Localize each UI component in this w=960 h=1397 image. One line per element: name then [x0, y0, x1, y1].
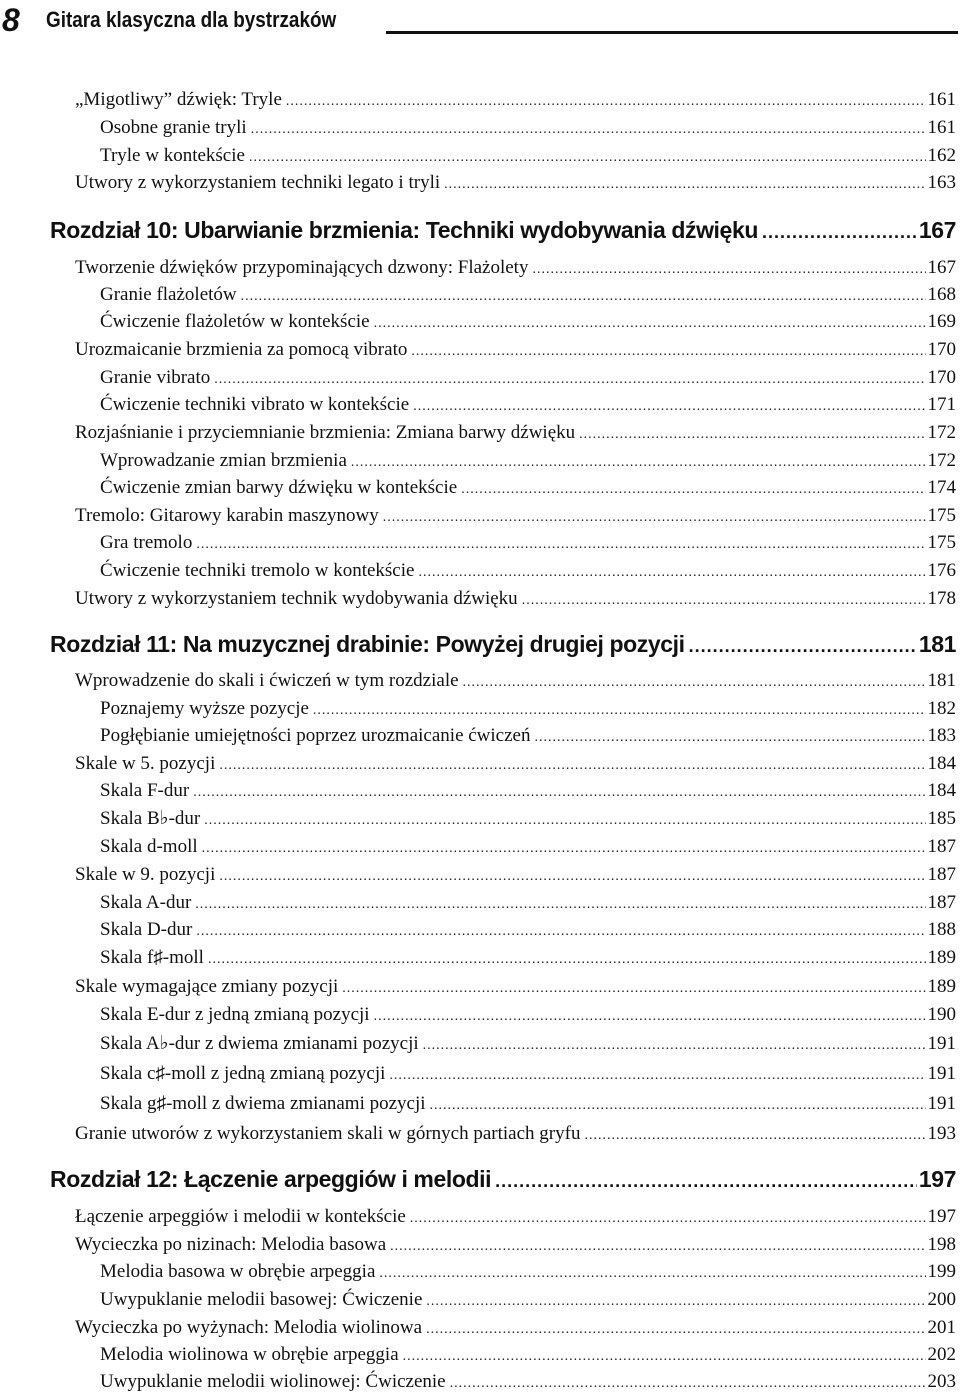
toc-entry-label: Tryle w kontekście	[100, 143, 249, 169]
toc-entry-label: Osobne granie tryli	[100, 115, 251, 141]
toc-entry[interactable]	[100, 917, 956, 943]
toc-entry-page: 202	[926, 1342, 957, 1368]
toc-entry-page: 175	[926, 503, 957, 529]
toc-entry-label: Skala g♯-moll z dwiema zmianami pozycji	[100, 1091, 430, 1117]
dot-leader	[219, 753, 925, 779]
toc-entry[interactable]	[75, 1232, 956, 1258]
toc-entry-page: 161	[926, 87, 957, 113]
toc-entry-page: 178	[926, 586, 957, 612]
toc-entry-page: 189	[926, 945, 957, 971]
dot-leader	[374, 311, 926, 337]
toc-entry-label: Ćwiczenie flażoletów w kontekście	[100, 309, 374, 335]
toc-entry-label: Skale wymagające zmiany pozycji	[75, 974, 342, 1000]
dot-leader	[418, 560, 925, 586]
toc-entry-label: Skala F-dur	[100, 778, 193, 804]
dot-leader	[579, 422, 925, 448]
toc-entry-label: Rozjaśnianie i przyciemnianie brzmienia: Zmiana barwy dźwięku	[75, 420, 579, 446]
dot-leader	[204, 808, 925, 834]
toc-chapter-page: 181	[918, 631, 956, 657]
dot-leader	[430, 1093, 926, 1119]
toc-entry-label: Skala A-dur	[100, 890, 195, 916]
toc-entry-page: 176	[926, 558, 957, 584]
toc-entry[interactable]	[75, 503, 956, 529]
toc-chapter-label: Rozdział 11: Na muzycznej drabinie: Powyżej drugiej pozycji	[50, 629, 689, 659]
dot-leader	[195, 892, 925, 918]
toc-entry[interactable]	[100, 1031, 956, 1057]
toc-entry[interactable]	[100, 475, 956, 501]
toc-entry-page: 172	[926, 420, 957, 446]
dot-leader	[689, 631, 917, 661]
dot-leader	[426, 1317, 925, 1343]
toc-entry[interactable]	[75, 337, 956, 363]
toc-entry-page: 170	[926, 365, 957, 391]
toc-entry-page: 184	[926, 751, 957, 777]
toc-entry-label: Skale w 9. pozycji	[75, 862, 219, 888]
toc-entry[interactable]	[75, 1204, 956, 1230]
toc-entry-label: Ćwiczenie techniki vibrato w kontekście	[100, 392, 413, 418]
toc-entry-page: 187	[926, 890, 957, 916]
dot-leader	[313, 698, 926, 724]
toc-entry-page: 163	[926, 170, 957, 196]
toc-entry-page: 168	[926, 282, 957, 308]
toc-entry-label: Gra tremolo	[100, 530, 196, 556]
toc-entry[interactable]	[75, 420, 956, 446]
toc-entry-page: 188	[926, 917, 957, 943]
toc-entry-label: Melodia wiolinowa w obrębie arpeggia	[100, 1342, 403, 1368]
toc-entry[interactable]	[100, 723, 956, 749]
toc-entry-page: 175	[926, 530, 957, 556]
toc-entry-label: Wycieczka po wyżynach: Melodia wiolinowa	[75, 1315, 426, 1341]
toc-entry-page: 203	[926, 1369, 957, 1395]
toc-entry[interactable]	[100, 143, 956, 169]
dot-leader	[444, 172, 925, 198]
toc-entry-label: Wprowadzanie zmian brzmienia	[100, 448, 351, 474]
dot-leader	[249, 145, 926, 171]
toc-entry-label: Skala B♭-dur	[100, 806, 204, 832]
dot-leader	[463, 670, 926, 696]
toc-entry-page: 193	[926, 1121, 957, 1147]
toc-entry-label: Utwory z wykorzystaniem techniki legato i tryli	[75, 170, 444, 196]
dot-leader	[390, 1234, 925, 1260]
toc-entry[interactable]	[75, 87, 956, 113]
dot-leader	[403, 1344, 926, 1370]
toc-entry[interactable]	[100, 696, 956, 722]
toc-entry[interactable]	[100, 834, 956, 860]
toc-entry[interactable]	[100, 365, 956, 391]
toc-entry-page: 191	[926, 1061, 957, 1087]
dot-leader	[196, 532, 925, 558]
toc-chapter[interactable]	[50, 1164, 956, 1194]
toc-entry[interactable]	[75, 974, 956, 1000]
toc-entry[interactable]	[100, 778, 956, 804]
toc-entry-page: 181	[926, 668, 957, 694]
toc-entry-label: Uwypuklanie melodii wiolinowej: Ćwiczenie	[100, 1369, 450, 1395]
dot-leader	[461, 477, 925, 503]
running-header	[0, 0, 960, 40]
toc-entry[interactable]	[100, 448, 956, 474]
dot-leader	[379, 1261, 925, 1287]
toc-entry-label: Melodia basowa w obrębie arpeggia	[100, 1259, 379, 1285]
toc-entry-label: Skala D-dur	[100, 917, 196, 943]
toc-entry[interactable]	[75, 586, 956, 612]
dot-leader	[450, 1371, 926, 1397]
dot-leader	[532, 257, 925, 283]
toc-entry[interactable]	[100, 1342, 956, 1368]
toc-entry-page: 167	[926, 255, 957, 281]
toc-entry-page: 199	[926, 1259, 957, 1285]
toc-entry-page: 171	[926, 392, 957, 418]
toc-entry-label: Urozmaicanie brzmienia za pomocą vibrato	[75, 337, 411, 363]
toc-entry-label: Skala E-dur z jedną zmianą pozycji	[100, 1002, 374, 1028]
dot-leader	[196, 919, 925, 945]
toc-entry-page: 189	[926, 974, 957, 1000]
toc-entry[interactable]	[100, 115, 956, 141]
toc-entry[interactable]	[100, 530, 956, 556]
dot-leader	[342, 976, 925, 1002]
toc-entry-label: „Migotliwy” dźwięk: Tryle	[75, 87, 286, 113]
toc-entry-page: 174	[926, 475, 957, 501]
toc-chapter-page: 197	[918, 1166, 956, 1192]
toc-entry-page: 201	[926, 1315, 957, 1341]
toc-entry-page: 198	[926, 1232, 957, 1258]
toc-entry-page: 191	[926, 1091, 957, 1117]
toc-entry-page: 183	[926, 723, 957, 749]
dot-leader	[389, 1063, 925, 1089]
toc-entry-label: Granie utworów z wykorzystaniem skali w górnych partiach gryfu	[75, 1121, 584, 1147]
toc-entry[interactable]	[75, 1121, 956, 1147]
toc-entry[interactable]	[100, 1287, 956, 1313]
toc-entry-page: 172	[926, 448, 957, 474]
toc-chapter[interactable]	[50, 215, 956, 245]
toc-chapter-page: 167	[918, 217, 956, 243]
toc-entry-page: 161	[926, 115, 957, 141]
toc-entry[interactable]	[100, 282, 956, 308]
toc-entry-label: Ćwiczenie techniki tremolo w kontekście	[100, 558, 418, 584]
toc-entry-label: Łączenie arpeggiów i melodii w kontekście	[75, 1204, 410, 1230]
toc-entry[interactable]	[75, 751, 956, 777]
dot-leader	[351, 450, 926, 476]
toc-entry[interactable]	[100, 1259, 956, 1285]
toc-entry-label: Skala c♯-moll z jedną zmianą pozycji	[100, 1061, 389, 1087]
dot-leader	[584, 1123, 925, 1149]
toc-entry-page: 185	[926, 806, 957, 832]
toc-entry[interactable]	[75, 862, 956, 888]
dot-leader	[423, 1033, 926, 1059]
dot-leader	[410, 1206, 926, 1232]
toc-entry-label: Granie vibrato	[100, 365, 214, 391]
dot-leader	[383, 505, 926, 531]
dot-leader	[495, 1166, 917, 1196]
toc-entry[interactable]	[75, 668, 956, 694]
toc-entry-label: Tremolo: Gitarowy karabin maszynowy	[75, 503, 383, 529]
dot-leader	[286, 89, 926, 115]
dot-leader	[374, 1004, 926, 1030]
toc-entry-label: Granie flażoletów	[100, 282, 241, 308]
toc-entry-page: 170	[926, 337, 957, 363]
page-number: 8	[2, 2, 20, 38]
toc-entry-label: Utwory z wykorzystaniem technik wydobywania dźwięku	[75, 586, 522, 612]
toc-entry-label: Skala A♭-dur z dwiema zmianami pozycji	[100, 1031, 423, 1057]
toc-entry-page: 184	[926, 778, 957, 804]
toc-entry-page: 182	[926, 696, 957, 722]
toc-entry[interactable]	[100, 558, 956, 584]
toc-chapter-label: Rozdział 12: Łączenie arpeggiów i melodii	[50, 1164, 495, 1194]
toc-entry-page: 187	[926, 834, 957, 860]
toc-entry-page: 191	[926, 1031, 957, 1057]
toc-entry-page: 162	[926, 143, 957, 169]
toc-chapter[interactable]	[50, 629, 956, 659]
header-rule	[386, 31, 958, 34]
toc-entry-label: Wycieczka po nizinach: Melodia basowa	[75, 1232, 390, 1258]
toc-entry[interactable]	[100, 945, 956, 971]
toc-chapter-label: Rozdział 10: Ubarwianie brzmienia: Techniki wydobywania dźwięku	[50, 215, 762, 245]
toc-entry-page: 200	[926, 1287, 957, 1313]
dot-leader	[411, 339, 925, 365]
toc-entry-label: Poznajemy wyższe pozycje	[100, 696, 313, 722]
book-title: Gitara klasyczna dla bystrzaków	[46, 7, 337, 32]
toc-entry-label: Uwypuklanie melodii basowej: Ćwiczenie	[100, 1287, 426, 1313]
toc-entry-label: Pogłębianie umiejętności poprzez urozmaicanie ćwiczeń	[100, 723, 534, 749]
toc-entry[interactable]	[100, 392, 956, 418]
toc-entry-label: Ćwiczenie zmian barwy dźwięku w kontekście	[100, 475, 461, 501]
toc-entry-page: 190	[926, 1002, 957, 1028]
toc-entry-label: Wprowadzenie do skali i ćwiczeń w tym rozdziale	[75, 668, 463, 694]
dot-leader	[202, 836, 926, 862]
toc-entry-label: Skala d-moll	[100, 834, 202, 860]
dot-leader	[762, 217, 917, 247]
toc-entry-label: Tworzenie dźwięków przypominających dzwony: Flażolety	[75, 255, 532, 281]
dot-leader	[413, 394, 925, 420]
toc-entry[interactable]	[100, 1091, 956, 1117]
dot-leader	[193, 780, 925, 806]
toc-entry[interactable]	[100, 890, 956, 916]
dot-leader	[208, 947, 926, 973]
dot-leader	[251, 117, 926, 143]
toc-entry[interactable]	[100, 806, 956, 832]
toc-entry[interactable]	[100, 309, 956, 335]
toc-entry-page: 187	[926, 862, 957, 888]
toc-entry-label: Skale w 5. pozycji	[75, 751, 219, 777]
dot-leader	[534, 725, 925, 751]
toc-entry[interactable]	[75, 255, 956, 281]
toc-entry-page: 197	[926, 1204, 957, 1230]
dot-leader	[522, 588, 926, 614]
dot-leader	[426, 1289, 925, 1315]
toc-entry[interactable]	[100, 1369, 956, 1395]
dot-leader	[214, 367, 925, 393]
dot-leader	[241, 284, 926, 310]
toc-entry[interactable]	[75, 170, 956, 196]
toc-entry-label: Skala f♯-moll	[100, 945, 208, 971]
dot-leader	[219, 864, 925, 890]
toc-entry-page: 169	[926, 309, 957, 335]
toc-entry[interactable]	[100, 1061, 956, 1087]
toc-entry[interactable]	[100, 1002, 956, 1028]
toc-entry[interactable]	[75, 1315, 956, 1341]
